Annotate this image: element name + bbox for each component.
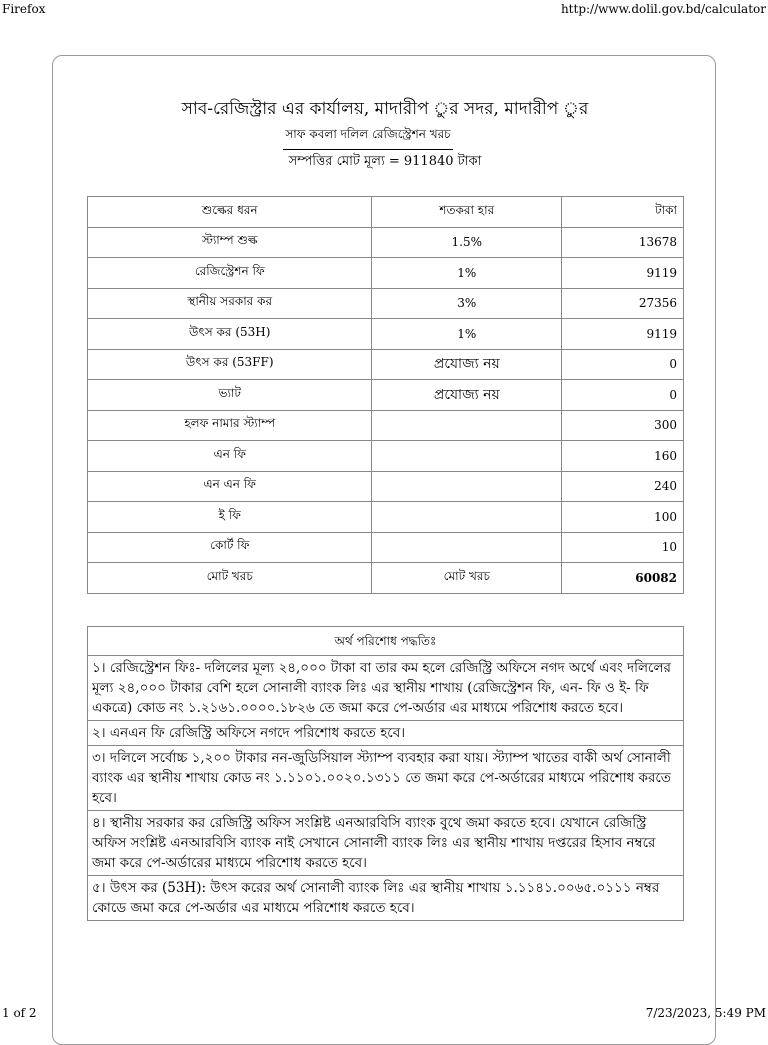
- browser-name: Firefox: [2, 2, 46, 16]
- fee-type: উৎস কর (53H): [88, 319, 372, 350]
- fee-amount: 160: [562, 441, 684, 472]
- fee-amount: 27356: [562, 288, 684, 319]
- fee-rate: [372, 471, 562, 502]
- print-footer: [0, 1006, 768, 1024]
- calculator-card: [52, 55, 716, 1045]
- total-label: মোট খরচ: [88, 563, 372, 594]
- table-row: [88, 532, 684, 563]
- fee-type: রেজিস্ট্রেশন ফি: [88, 258, 372, 289]
- payment-instruction-4: ৪। স্থানীয় সরকার কর রেজিস্ট্রি অফিস সংশ্লিষ্ট এনআরবিসি ব্যাংক বুথে জমা করতে হবে। যেখানে রেজিস্ট্রি অফিস সংশ্লিষ্ট এনআরবিসি ব্যাংক নাই সেখানে সোনালী ব্যাংক লিঃ এর স্থানীয় শাখায় দপ্তরের হিসাব নম্বরে জমা করে পে-অর্ডারের মাধ্যমে পরিশোধ করতে হবে।: [88, 811, 683, 876]
- fee-rate: 3%: [372, 288, 562, 319]
- fee-type: স্ট্যাম্প শুল্ক: [88, 227, 372, 258]
- fee-type: ই ফি: [88, 502, 372, 533]
- page-indicator: 1 of 2: [2, 1006, 37, 1020]
- table-row: [88, 380, 684, 411]
- fee-rate: [372, 502, 562, 533]
- page-url: http://www.dolil.gov.bd/calculator: [560, 2, 766, 16]
- fee-type: এন ফি: [88, 441, 372, 472]
- fee-type: ভ্যাট: [88, 380, 372, 411]
- payment-method-title: অর্থ পরিশোধ পদ্ধতিঃ: [88, 627, 683, 656]
- fee-type: এন এন ফি: [88, 471, 372, 502]
- table-row: [88, 471, 684, 502]
- deed-title: সাফ কবলা দলিল রেজিস্ট্রেশন খরচ: [283, 126, 453, 150]
- fee-rate: 1.5%: [372, 227, 562, 258]
- total-label-2: মোট খরচ: [372, 563, 562, 594]
- table-row: [88, 502, 684, 533]
- fee-amount: 300: [562, 410, 684, 441]
- fee-amount: 0: [562, 380, 684, 411]
- total-row: [88, 563, 684, 594]
- fee-type: হলফ নামার স্ট্যাম্প: [88, 410, 372, 441]
- fee-rate: [372, 532, 562, 563]
- payment-instruction-1: ১। রেজিস্ট্রেশন ফিঃ- দলিলের মূল্য ২৪,০০০ টাকা বা তার কম হলে রেজিস্ট্রি অফিসে নগদ অর্থে এবং দলিলের মূল্য ২৪,০০০ টাকার বেশি হলে সোনালী ব্যাংক লিঃ এর স্থানীয় শাখায় (রেজিস্ট্রেশন ফি, এন- ফি ও ই- ফি একত্রে) কোড নং ১.২১৬১.০০০০.১৮২৬ তে জমা করে পে-অর্ডার এর মাধ্যমে পরিশোধ করতে হবে।: [88, 656, 683, 721]
- fee-amount: 9119: [562, 319, 684, 350]
- fee-rate: প্রযোজ্য নয়: [372, 349, 562, 380]
- table-row: [88, 349, 684, 380]
- fee-amount: 100: [562, 502, 684, 533]
- fee-amount: 10: [562, 532, 684, 563]
- payment-instruction-2: ২। এনএন ফি রেজিস্ট্রি অফিসে নগদে পরিশোধ করতে হবে।: [88, 721, 683, 746]
- fee-amount: 240: [562, 471, 684, 502]
- header-amount: টাকা: [562, 197, 684, 228]
- fee-amount: 13678: [562, 227, 684, 258]
- table-row: [88, 410, 684, 441]
- header-fee-type: শুল্কের ধরন: [88, 197, 372, 228]
- header-rate: শতকরা হার: [372, 197, 562, 228]
- office-title: সাব-রেজিস্ট্রার এর কার্যালয়, মাদারীপ ুর সদর, মাদারীপ ুর: [181, 99, 589, 119]
- fee-table: [87, 196, 684, 594]
- table-row: [88, 319, 684, 350]
- table-row: [88, 258, 684, 289]
- fee-type: স্থানীয় সরকার কর: [88, 288, 372, 319]
- fee-rate: [372, 410, 562, 441]
- fee-amount: 0: [562, 349, 684, 380]
- payment-instruction-3: ৩। দলিলে সর্বোচ্চ ১,২০০ টাকার নন-জুডিসিয়াল স্ট্যাম্প ব্যবহার করা যায়। স্ট্যাম্প খাতের বাকী অর্থ সোনালী ব্যাংক এর স্থানীয় শাখায় কোড নং ১.১১০১.০০২০.১৩১১ তে জমা করে পে-অর্ডারের মাধ্যমে পরিশোধ করতে হবে।: [88, 746, 683, 811]
- print-header: [0, 0, 768, 20]
- total-property-value: সম্পত্তির মোট মূল্য = 911840 টাকা: [288, 154, 482, 169]
- fee-amount: 9119: [562, 258, 684, 289]
- fee-type: কোর্ট ফি: [88, 532, 372, 563]
- table-row: [88, 441, 684, 472]
- total-amount: 60082: [562, 563, 684, 594]
- fee-type: উৎস কর (53FF): [88, 349, 372, 380]
- fee-rate: প্রযোজ্য নয়: [372, 380, 562, 411]
- table-row: [88, 288, 684, 319]
- print-datetime: 7/23/2023, 5:49 PM: [645, 1006, 766, 1020]
- fee-rate: 1%: [372, 319, 562, 350]
- fee-rate: [372, 441, 562, 472]
- payment-instruction-5: ৫। উৎস কর (53H): উৎস করের অর্থ সোনালী ব্যাংক লিঃ এর স্থানীয় শাখায় ১.১১৪১.০০৬৫.০১১১ নম্বর কোডে জমা করে পে-অর্ডার এর মাধ্যমে পরিশোধ করতে হবে।: [92, 880, 660, 916]
- table-row: [88, 227, 684, 258]
- fee-rate: 1%: [372, 258, 562, 289]
- fee-table-header: [88, 197, 684, 228]
- payment-method-box: [87, 626, 684, 921]
